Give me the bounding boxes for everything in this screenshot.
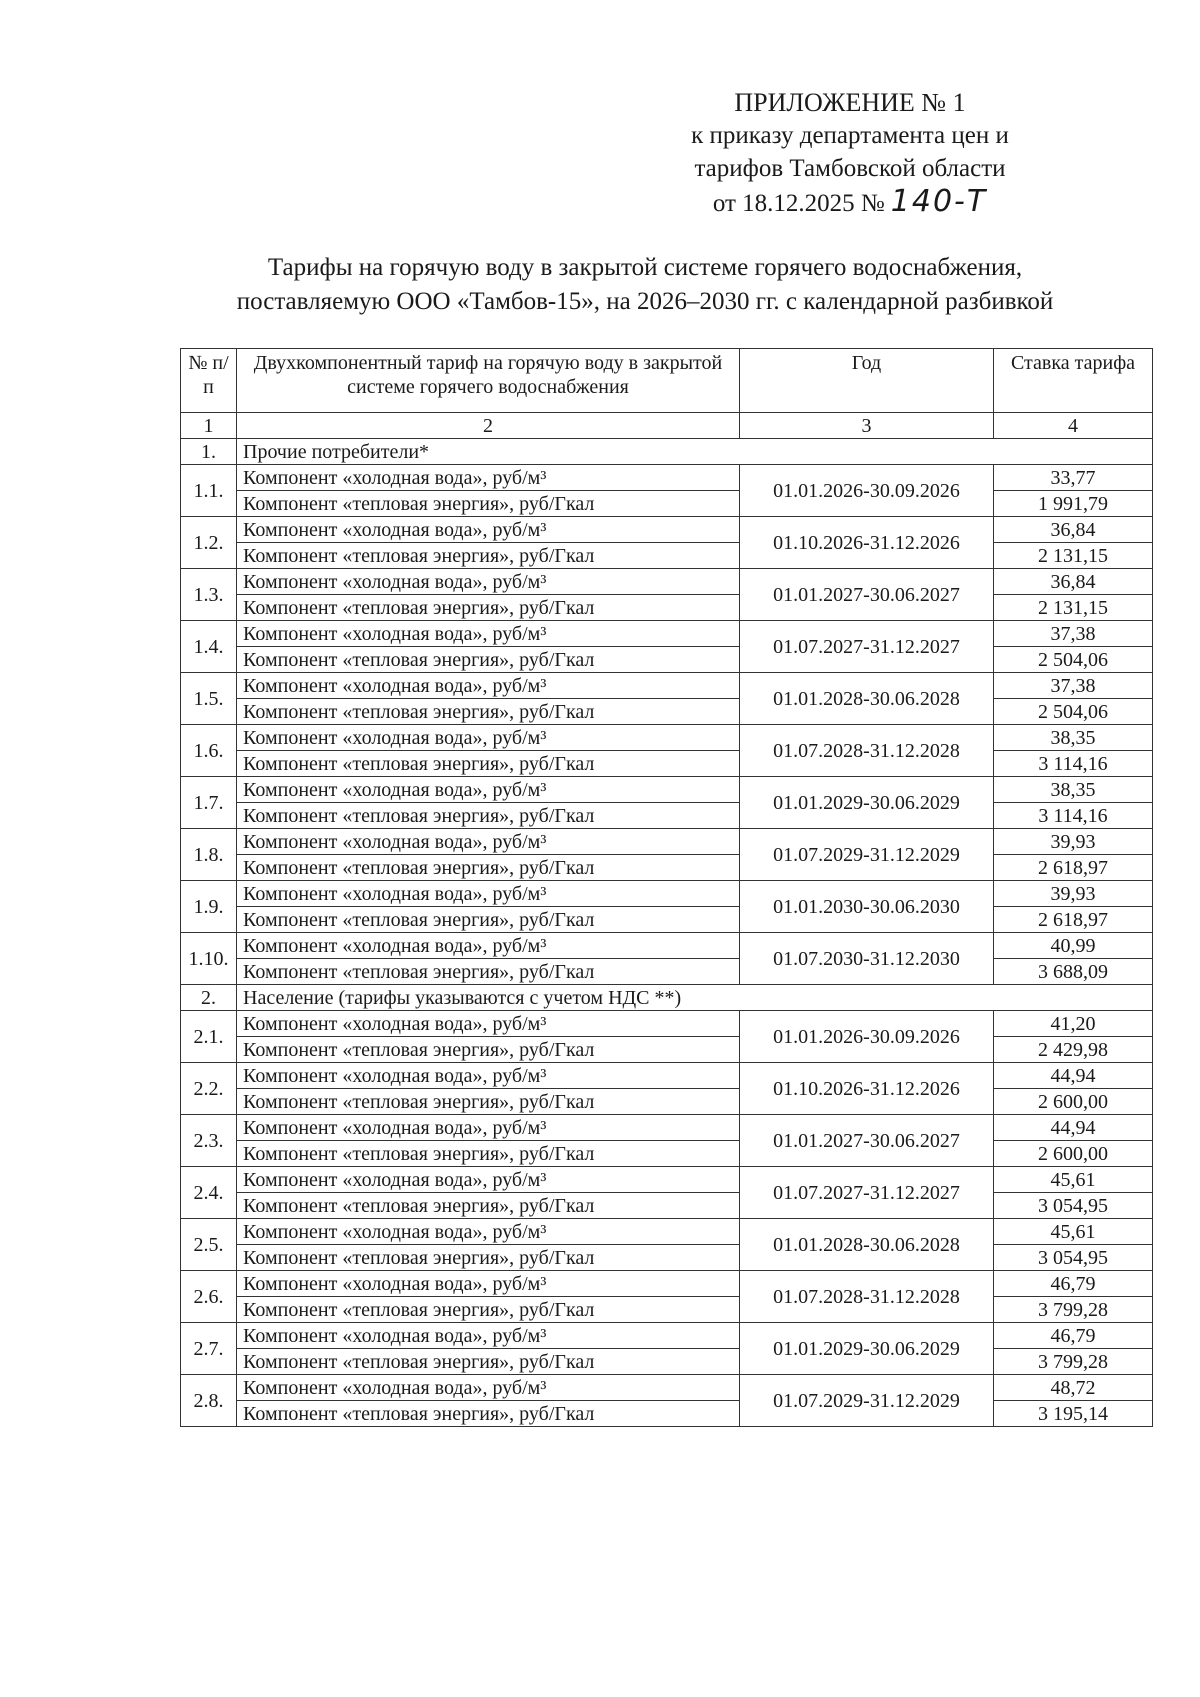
table-body <box>181 413 1153 1427</box>
rate-heat-energy: 2 131,15 <box>994 595 1153 621</box>
component-heat-energy: Компонент «тепловая энергия», руб/Гкал <box>237 959 740 985</box>
component-cold-water: Компонент «холодная вода», руб/м³ <box>237 881 740 907</box>
table-row <box>181 1375 1153 1401</box>
row-number: 1.9. <box>181 881 237 933</box>
rate-heat-energy: 2 504,06 <box>994 699 1153 725</box>
table-row <box>181 543 1153 569</box>
period: 01.01.2027-30.06.2027 <box>740 569 994 621</box>
row-number: 2.5. <box>181 1219 237 1271</box>
period: 01.01.2028-30.06.2028 <box>740 673 994 725</box>
period: 01.01.2029-30.06.2029 <box>740 1323 994 1375</box>
header-name: Двухкомпонентный тариф на горячую воду в закрытой системе горячего водоснабжения <box>237 349 740 413</box>
rate-heat-energy: 3 799,28 <box>994 1349 1153 1375</box>
rate-heat-energy: 3 195,14 <box>994 1401 1153 1427</box>
period: 01.07.2029-31.12.2029 <box>740 1375 994 1427</box>
component-cold-water: Компонент «холодная вода», руб/м³ <box>237 1271 740 1297</box>
row-number: 1.7. <box>181 777 237 829</box>
row-number: 2.4. <box>181 1167 237 1219</box>
table-row <box>181 569 1153 595</box>
component-cold-water: Компонент «холодная вода», руб/м³ <box>237 1115 740 1141</box>
rate-cold-water: 39,93 <box>994 829 1153 855</box>
rate-cold-water: 46,79 <box>994 1323 1153 1349</box>
table-row <box>181 1219 1153 1245</box>
component-heat-energy: Компонент «тепловая энергия», руб/Гкал <box>237 595 740 621</box>
group-name: Население (тарифы указываются с учетом НДС **) <box>237 985 1153 1011</box>
table-row <box>181 933 1153 959</box>
column-index: 4 <box>994 413 1153 439</box>
period: 01.10.2026-31.12.2026 <box>740 1063 994 1115</box>
component-cold-water: Компонент «холодная вода», руб/м³ <box>237 933 740 959</box>
period: 01.07.2028-31.12.2028 <box>740 725 994 777</box>
period: 01.07.2027-31.12.2027 <box>740 1167 994 1219</box>
component-heat-energy: Компонент «тепловая энергия», руб/Гкал <box>237 543 740 569</box>
table-row <box>181 1271 1153 1297</box>
appendix-line-1: к приказу департамента цен и <box>691 122 1009 149</box>
row-number: 1.3. <box>181 569 237 621</box>
component-heat-energy: Компонент «тепловая энергия», руб/Гкал <box>237 699 740 725</box>
table-row <box>181 699 1153 725</box>
row-number: 2.1. <box>181 1011 237 1063</box>
table-row <box>181 595 1153 621</box>
component-heat-energy: Компонент «тепловая энергия», руб/Гкал <box>237 1401 740 1427</box>
table-row <box>181 803 1153 829</box>
component-cold-water: Компонент «холодная вода», руб/м³ <box>237 1011 740 1037</box>
table-row <box>181 1349 1153 1375</box>
row-number: 2.6. <box>181 1271 237 1323</box>
group-row <box>181 439 1153 465</box>
table-row <box>181 1323 1153 1349</box>
component-heat-energy: Компонент «тепловая энергия», руб/Гкал <box>237 1141 740 1167</box>
group-number: 1. <box>181 439 237 465</box>
table-row <box>181 465 1153 491</box>
rate-heat-energy: 2 600,00 <box>994 1141 1153 1167</box>
document-title-line-1: Тарифы на горячую воду в закрытой системе горячего водоснабжения, <box>267 254 1023 281</box>
component-heat-energy: Компонент «тепловая энергия», руб/Гкал <box>237 647 740 673</box>
rate-cold-water: 45,61 <box>994 1219 1153 1245</box>
component-heat-energy: Компонент «тепловая энергия», руб/Гкал <box>237 1245 740 1271</box>
rate-heat-energy: 3 054,95 <box>994 1245 1153 1271</box>
period: 01.01.2026-30.09.2026 <box>740 465 994 517</box>
component-cold-water: Компонент «холодная вода», руб/м³ <box>237 569 740 595</box>
table-row <box>181 1115 1153 1141</box>
component-cold-water: Компонент «холодная вода», руб/м³ <box>237 517 740 543</box>
document-title-line-2: поставляемую ООО «Тамбов-15», на 2026–2030 гг. с календарной разбивкой <box>236 288 1054 315</box>
period: 01.07.2027-31.12.2027 <box>740 621 994 673</box>
column-index: 1 <box>181 413 237 439</box>
table-row <box>181 1141 1153 1167</box>
document-title <box>140 251 1150 319</box>
rate-cold-water: 45,61 <box>994 1167 1153 1193</box>
component-cold-water: Компонент «холодная вода», руб/м³ <box>237 621 740 647</box>
table-row <box>181 517 1153 543</box>
tariff-table <box>180 348 1153 1427</box>
table-row <box>181 777 1153 803</box>
column-index: 2 <box>237 413 740 439</box>
row-number: 1.2. <box>181 517 237 569</box>
table-row <box>181 907 1153 933</box>
rate-cold-water: 40,99 <box>994 933 1153 959</box>
row-number: 1.6. <box>181 725 237 777</box>
component-heat-energy: Компонент «тепловая энергия», руб/Гкал <box>237 907 740 933</box>
rate-cold-water: 38,35 <box>994 725 1153 751</box>
header-rate: Ставка тарифа <box>994 349 1153 413</box>
component-cold-water: Компонент «холодная вода», руб/м³ <box>237 725 740 751</box>
rate-heat-energy: 2 504,06 <box>994 647 1153 673</box>
component-heat-energy: Компонент «тепловая энергия», руб/Гкал <box>237 803 740 829</box>
component-heat-energy: Компонент «тепловая энергия», руб/Гкал <box>237 1349 740 1375</box>
order-line <box>640 185 1060 220</box>
header-num: № п/п <box>181 349 237 413</box>
row-number: 1.8. <box>181 829 237 881</box>
row-number: 1.5. <box>181 673 237 725</box>
row-number: 2.3. <box>181 1115 237 1167</box>
table-row <box>181 881 1153 907</box>
rate-cold-water: 38,35 <box>994 777 1153 803</box>
rate-heat-energy: 3 688,09 <box>994 959 1153 985</box>
rate-heat-energy: 1 991,79 <box>994 491 1153 517</box>
component-cold-water: Компонент «холодная вода», руб/м³ <box>237 1063 740 1089</box>
component-cold-water: Компонент «холодная вода», руб/м³ <box>237 465 740 491</box>
period: 01.01.2029-30.06.2029 <box>740 777 994 829</box>
table-row <box>181 621 1153 647</box>
table-row <box>181 725 1153 751</box>
component-cold-water: Компонент «холодная вода», руб/м³ <box>237 829 740 855</box>
component-cold-water: Компонент «холодная вода», руб/м³ <box>237 1323 740 1349</box>
component-heat-energy: Компонент «тепловая энергия», руб/Гкал <box>237 491 740 517</box>
period: 01.07.2030-31.12.2030 <box>740 933 994 985</box>
row-number: 1.1. <box>181 465 237 517</box>
rate-heat-energy: 3 114,16 <box>994 751 1153 777</box>
appendix-heading: ПРИЛОЖЕНИЕ № 1 <box>734 88 966 117</box>
appendix-block <box>640 86 1060 220</box>
order-date: от 18.12.2025 № <box>712 190 885 217</box>
period: 01.01.2028-30.06.2028 <box>740 1219 994 1271</box>
component-cold-water: Компонент «холодная вода», руб/м³ <box>237 673 740 699</box>
group-row <box>181 985 1153 1011</box>
rate-cold-water: 46,79 <box>994 1271 1153 1297</box>
component-cold-water: Компонент «холодная вода», руб/м³ <box>237 1219 740 1245</box>
group-number: 2. <box>181 985 237 1011</box>
table-row <box>181 1167 1153 1193</box>
row-number: 2.8. <box>181 1375 237 1427</box>
component-heat-energy: Компонент «тепловая энергия», руб/Гкал <box>237 1089 740 1115</box>
rate-cold-water: 36,84 <box>994 517 1153 543</box>
rate-heat-energy: 2 618,97 <box>994 907 1153 933</box>
component-heat-energy: Компонент «тепловая энергия», руб/Гкал <box>237 1297 740 1323</box>
component-cold-water: Компонент «холодная вода», руб/м³ <box>237 1167 740 1193</box>
period: 01.07.2028-31.12.2028 <box>740 1271 994 1323</box>
component-cold-water: Компонент «холодная вода», руб/м³ <box>237 1375 740 1401</box>
rate-heat-energy: 3 799,28 <box>994 1297 1153 1323</box>
rate-cold-water: 44,94 <box>994 1115 1153 1141</box>
table-row <box>181 1011 1153 1037</box>
table-row <box>181 1245 1153 1271</box>
table-row <box>181 1401 1153 1427</box>
rate-cold-water: 33,77 <box>994 465 1153 491</box>
component-cold-water: Компонент «холодная вода», руб/м³ <box>237 777 740 803</box>
component-heat-energy: Компонент «тепловая энергия», руб/Гкал <box>237 855 740 881</box>
rate-heat-energy: 2 600,00 <box>994 1089 1153 1115</box>
table-row <box>181 1063 1153 1089</box>
rate-cold-water: 39,93 <box>994 881 1153 907</box>
period: 01.01.2027-30.06.2027 <box>740 1115 994 1167</box>
row-number: 2.2. <box>181 1063 237 1115</box>
rate-cold-water: 37,38 <box>994 621 1153 647</box>
row-number: 1.10. <box>181 933 237 985</box>
appendix-line-2: тарифов Тамбовской области <box>694 155 1006 182</box>
column-index: 3 <box>740 413 994 439</box>
header-year: Год <box>740 349 994 413</box>
period: 01.07.2029-31.12.2029 <box>740 829 994 881</box>
rate-heat-energy: 2 429,98 <box>994 1037 1153 1063</box>
rate-cold-water: 48,72 <box>994 1375 1153 1401</box>
table-row <box>181 1089 1153 1115</box>
table-row <box>181 751 1153 777</box>
component-heat-energy: Компонент «тепловая энергия», руб/Гкал <box>237 751 740 777</box>
rate-heat-energy: 2 131,15 <box>994 543 1153 569</box>
table-row <box>181 1037 1153 1063</box>
row-number: 1.4. <box>181 621 237 673</box>
table-row <box>181 1193 1153 1219</box>
table-row <box>181 829 1153 855</box>
rate-heat-energy: 3 054,95 <box>994 1193 1153 1219</box>
table-row <box>181 647 1153 673</box>
column-index-row <box>181 413 1153 439</box>
period: 01.01.2026-30.09.2026 <box>740 1011 994 1063</box>
group-name: Прочие потребители* <box>237 439 1153 465</box>
table-row <box>181 855 1153 881</box>
period: 01.01.2030-30.06.2030 <box>740 881 994 933</box>
rate-heat-energy: 3 114,16 <box>994 803 1153 829</box>
table-row <box>181 673 1153 699</box>
table-row <box>181 1297 1153 1323</box>
order-number-handwritten: 140-Т <box>890 184 988 219</box>
rate-cold-water: 37,38 <box>994 673 1153 699</box>
component-heat-energy: Компонент «тепловая энергия», руб/Гкал <box>237 1037 740 1063</box>
table-header-row <box>181 349 1153 413</box>
period: 01.10.2026-31.12.2026 <box>740 517 994 569</box>
table-row <box>181 491 1153 517</box>
row-number: 2.7. <box>181 1323 237 1375</box>
rate-heat-energy: 2 618,97 <box>994 855 1153 881</box>
rate-cold-water: 41,20 <box>994 1011 1153 1037</box>
rate-cold-water: 36,84 <box>994 569 1153 595</box>
rate-cold-water: 44,94 <box>994 1063 1153 1089</box>
table-row <box>181 959 1153 985</box>
component-heat-energy: Компонент «тепловая энергия», руб/Гкал <box>237 1193 740 1219</box>
